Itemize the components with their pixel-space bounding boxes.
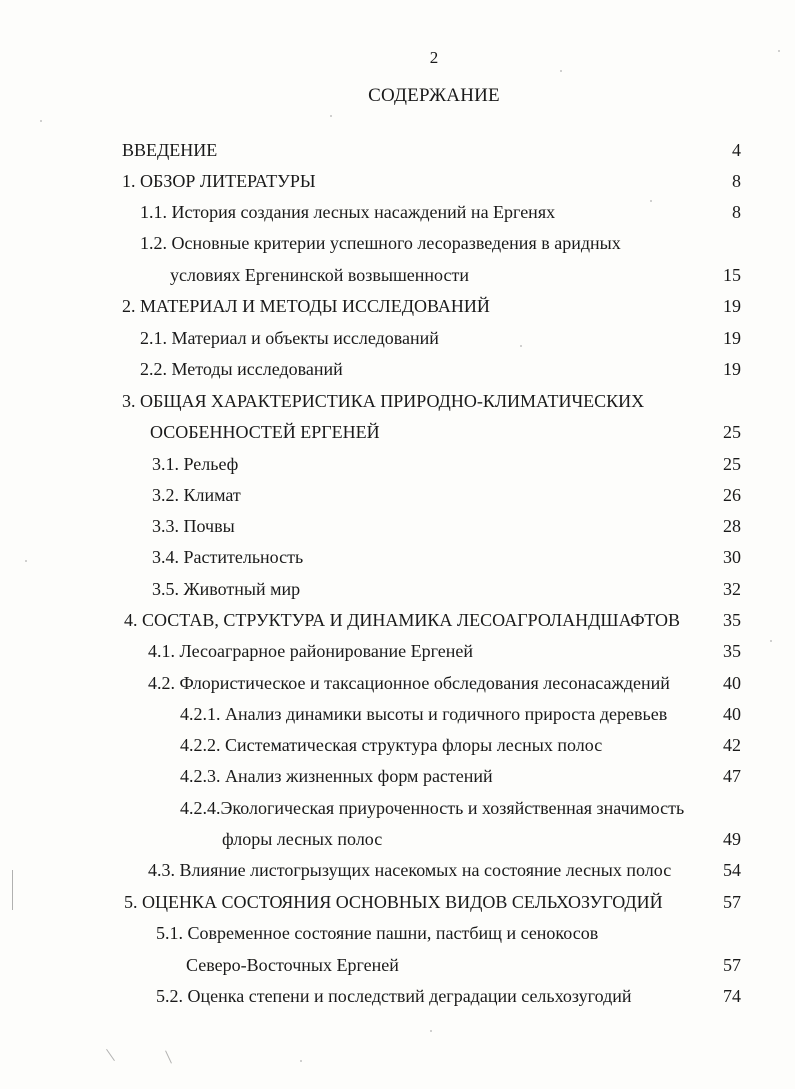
- toc-entry-text: условиях Ергенинской возвышенности: [170, 265, 469, 285]
- toc-entry-page: 15: [723, 265, 741, 285]
- scan-speck: [40, 120, 42, 122]
- toc-entry-page: 32: [723, 579, 741, 599]
- scan-speck: [520, 345, 522, 347]
- toc-entry-text: 3.2. Климат: [152, 485, 241, 505]
- scan-speck: [560, 70, 562, 72]
- toc-entry-text: 3.5. Животный мир: [152, 579, 301, 599]
- scan-speck: [430, 1030, 432, 1032]
- toc-entry-page: 4: [732, 140, 741, 160]
- toc-entry-page: 35: [723, 610, 741, 630]
- toc-entry-text: флоры лесных полос: [222, 829, 383, 849]
- toc-heading: СОДЕРЖАНИЕ: [368, 85, 500, 106]
- toc-entry-page: 40: [723, 673, 741, 693]
- scan-speck: [25, 560, 27, 562]
- toc-entry-text: 2. МАТЕРИАЛ И МЕТОДЫ ИССЛЕДОВАНИЙ: [122, 296, 490, 316]
- scan-speck: [330, 115, 332, 117]
- toc-entry-page: 47: [723, 766, 741, 786]
- toc-entry-page: 25: [723, 422, 741, 442]
- toc-entry-page: 42: [723, 735, 741, 755]
- toc-entry-text: 4.2.2. Систематическая структура флоры лесных полос: [180, 735, 603, 755]
- toc-entry-page: 28: [723, 516, 741, 536]
- toc-entry-page: 40: [723, 704, 741, 724]
- toc-entry-text: 3.1. Рельеф: [152, 454, 239, 474]
- toc-entry-text: 4.1. Лесоаграрное районирование Ергеней: [148, 641, 473, 661]
- toc-entry-page: 35: [723, 641, 741, 661]
- toc-entry-page: 19: [723, 296, 741, 316]
- toc-entry-text: 1. ОБЗОР ЛИТЕРАТУРЫ: [122, 171, 316, 191]
- toc-entry-text: 4.3. Влияние листогрызущих насекомых на состояние лесных полос: [148, 860, 672, 880]
- toc-entry-text: ОСОБЕННОСТЕЙ ЕРГЕНЕЙ: [150, 422, 380, 442]
- toc-entry-page: 49: [723, 829, 741, 849]
- toc-entry-text: 5.1. Современное состояние пашни, пастбищ и сенокосов: [156, 923, 599, 943]
- toc-entry-text: 3. ОБЩАЯ ХАРАКТЕРИСТИКА ПРИРОДНО-КЛИМАТИЧЕСКИХ: [122, 391, 645, 411]
- scan-speck: [778, 50, 780, 52]
- toc-entry-text: ВВЕДЕНИЕ: [122, 140, 218, 160]
- scan-speck: [300, 1060, 302, 1062]
- toc-entry-text: 4.2.1. Анализ динамики высоты и годичного прироста деревьев: [180, 704, 668, 724]
- toc-entry-page: 57: [723, 955, 741, 975]
- toc-entry-page: 54: [723, 860, 741, 880]
- scan-mark: [12, 870, 13, 910]
- toc-entry-text: 5. ОЦЕНКА СОСТОЯНИЯ ОСНОВНЫХ ВИДОВ СЕЛЬХОЗУГОДИЙ: [124, 892, 663, 912]
- toc-entry-text: 4.2.4.Экологическая приуроченность и хозяйственная значимость: [180, 798, 685, 818]
- toc-entry-text: 3.3. Почвы: [152, 516, 235, 536]
- toc-entry-text: 2.2. Методы исследований: [140, 359, 343, 379]
- toc-entry-text: 4.2.3. Анализ жизненных форм растений: [180, 766, 493, 786]
- toc-entry-text: 4.2. Флористическое и таксационное обследования лесонасаждений: [148, 673, 670, 693]
- scan-mark: [106, 1049, 115, 1061]
- toc-entry-text: 1.1. История создания лесных насаждений на Ергенях: [140, 202, 556, 222]
- toc-entry-text: 1.2. Основные критерии успешного лесоразведения в аридных: [140, 233, 621, 253]
- toc-entry-text: 2.1. Материал и объекты исследований: [140, 328, 439, 348]
- scan-mark: [165, 1050, 172, 1063]
- page-number: 2: [429, 48, 439, 67]
- toc-entry-page: 74: [723, 986, 741, 1006]
- toc-entry-page: 30: [723, 547, 741, 567]
- scan-speck: [770, 640, 772, 642]
- toc-entry-page: 26: [723, 485, 741, 505]
- toc-entry-page: 25: [723, 454, 741, 474]
- scan-speck: [650, 200, 652, 202]
- toc-entry-text: 5.2. Оценка степени и последствий деградации сельхозугодий: [156, 986, 632, 1006]
- toc-entry-page: 57: [723, 892, 741, 912]
- toc-entry-page: 19: [723, 359, 741, 379]
- toc-entry-text: 3.4. Растительность: [152, 547, 304, 567]
- toc-entry-page: 8: [732, 171, 741, 191]
- toc-entry-text: 4. СОСТАВ, СТРУКТУРА И ДИНАМИКА ЛЕСОАГРОЛАНДШАФТОВ: [124, 610, 680, 630]
- toc-entry-page: 19: [723, 328, 741, 348]
- toc-entry-page: 8: [732, 202, 741, 222]
- toc-entry-text: Северо-Восточных Ергеней: [186, 955, 399, 975]
